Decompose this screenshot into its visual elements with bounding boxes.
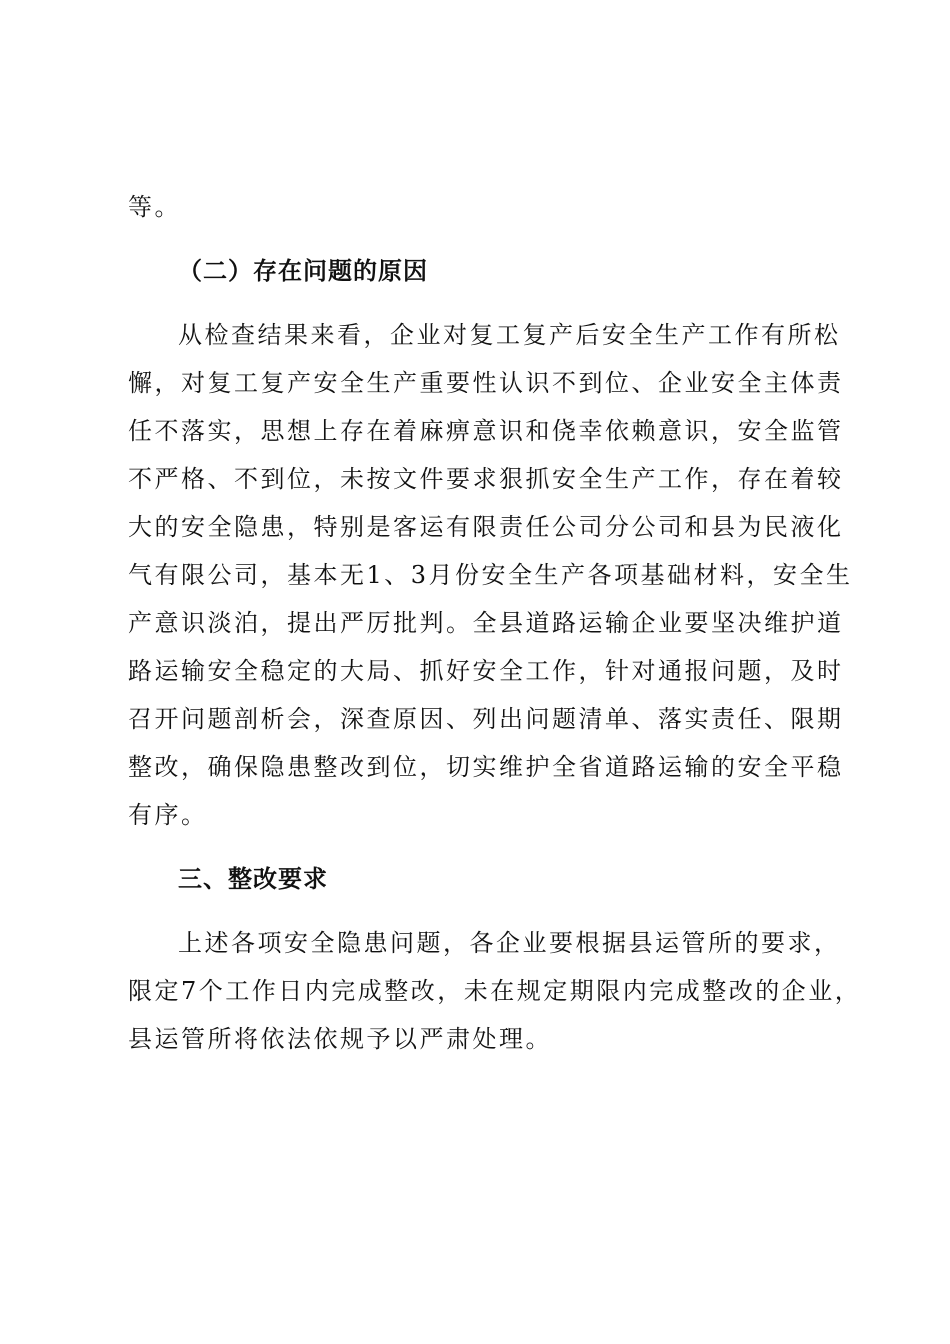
causes-paragraph-line: 路运输安全稳定的大局、抓好安全工作，针对通报问题，及时 [128,657,844,685]
previous-paragraph-tail: 等。 [128,193,181,221]
heading-rectification-requirements: 三、整改要求 [178,865,328,893]
causes-paragraph-line: 任不落实，思想上存在着麻痹意识和侥幸依赖意识，安全监管 [128,417,844,445]
requirements-paragraph-line: 县运管所将依法依规予以严肃处理。 [128,1025,552,1053]
causes-paragraph-line: 懈，对复工复产安全生产重要性认识不到位、企业安全主体责 [128,369,844,397]
causes-paragraph-line: 从检查结果来看，企业对复工复产后安全生产工作有所松 [178,321,841,349]
causes-paragraph-line: 有序。 [128,801,208,829]
causes-paragraph-line: 气有限公司，基本无1、3月份安全生产各项基础材料，安全生 [128,561,853,589]
causes-paragraph-line: 整改，确保隐患整改到位，切实维护全省道路运输的安全平稳 [128,753,844,781]
causes-paragraph-line: 产意识淡泊，提出严厉批判。全县道路运输企业要坚决维护道 [128,609,844,637]
causes-paragraph-line: 不严格、不到位，未按文件要求狠抓安全生产工作，存在着较 [128,465,844,493]
subheading-causes: （二）存在问题的原因 [178,257,428,285]
requirements-paragraph-line: 上述各项安全隐患问题，各企业要根据县运管所的要求， [178,929,841,957]
requirements-paragraph-line: 限定7个工作日内完成整改，未在规定期限内完成整改的企业， [128,977,862,1005]
causes-paragraph-line: 召开问题剖析会，深查原因、列出问题清单、落实责任、限期 [128,705,844,733]
causes-paragraph-line: 大的安全隐患，特别是客运有限责任公司分公司和县为民液化 [128,513,844,541]
